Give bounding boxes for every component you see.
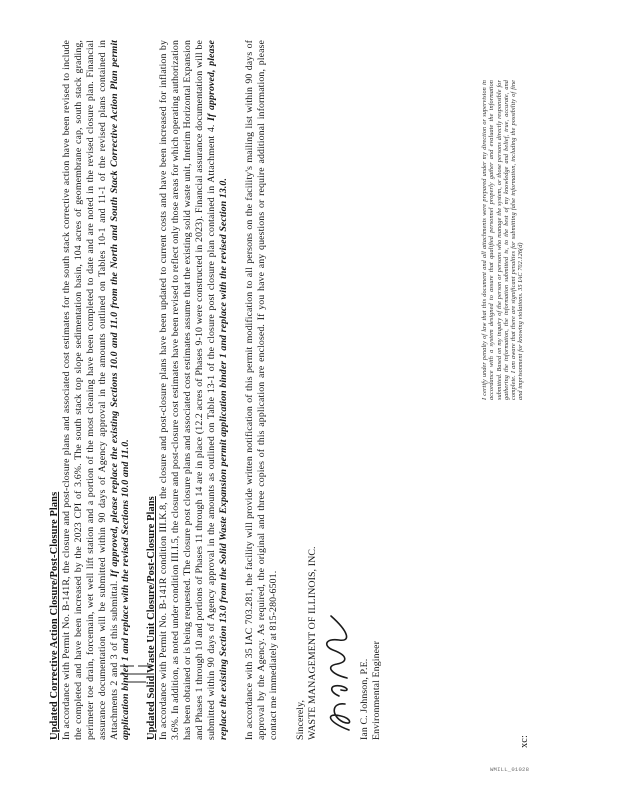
certification-footnote: I certify under penalty of law that this document and all attachments were prepared under my direction or supervision in accordance with a system designed to assure that qualified personnel properly gather and evaluate the information submitted. Based on my inquiry of the person or persons who manage the system, or those persons directly responsible for gathering the information, the information submitted is, to the best of my knowledge and belief, true, accurate, and complete. I am aware that there are significant penalties for submitting false information, including the possibility of fine and imprisonment for knowing violations. 35 IAC 702.126(d) [481, 80, 525, 400]
closing-salutation: Sincerely, [295, 699, 307, 740]
section-heading-corrective-action: Updated Corrective Action Closure/Post-Closure Plans [49, 491, 60, 740]
section-body-notification: In accordance with 35 IAC 703.281, the facility will provide written notification of this permit modification to all persons on the facility's mailing list within 90 days of approval by the Agency. As required, the original and three copies of this application are enclosed. If you have any questions or require additional information, please contact me immediately at 815-280-6501. [243, 40, 279, 740]
closing-company: WASTE MANAGEMENT OF ILLINOIS, INC. [307, 546, 319, 740]
xc-label: xc: [519, 735, 530, 748]
section-notification [244, 40, 280, 740]
margin-marks [118, 660, 158, 688]
handwritten-signature [319, 606, 359, 736]
closing-block [295, 40, 383, 740]
section-text-corrective-action: In accordance with Permit No. B-141R, the closure and post-closure plans and associated cost estimates for the south stack corrective action have been revised to include the completed and have been increased by the 2023 CPI of 3.6%. The south stack top slope sedimentation basin, 104 acres of geomembrane cap, south stack grading, perimeter toe drain, forcemain, wet well lift station and a portion of the most cleaning have been completed to date and are noted in the revised closure plan. Financial assurance documentation will be submitted within 90 days of Agency approval in the amounts outlined on Tables 10-1 and 11-1 of the revised plans contained in Attachments 2 and 3 of this submittal. [60, 40, 120, 740]
section-emphasis-solid-waste: If approved, please replace the existing Section 13.0 from the Solid Waste Expansion permit application binder 1 and replace with the revised Section 13.0. [205, 40, 229, 740]
section-text-solid-waste: In accordance with Permit No. B-141R condition III.K.8, the closure and post-closure plans have been updated to current costs and have been increased for inflation by 3.6%. In addition, as noted under condition III.I.5, the closure and post-closure cost estimates have been revised to reflect only those areas for which operating authorization has been obtained or is being requested. The closure post closure plans and associated cost estimates assume that the existing solid waste unit, Interim Horizontal Expansion and Phases 1 through 10 and portions of Phases 11 through 14 are in place (12.2 acres of Phases 9-10 were constructed in 2023). Financial assurance documentation will be submitted within 90 days of Agency approval in the amounts as outlined on Table 13-1 of the closure post closure plan contained in Attachment 4. [158, 40, 217, 740]
section-emphasis-corrective-action: If approved, please replace the existing Sections 10.0 and 11.0 from the North and South Stack Corrective Action Plan permit application binder 1 and replace with the revised Sections 10.0 and 11.0. [108, 40, 132, 740]
section-heading-solid-waste: Updated Solid Waste Unit Closure/Post-Closure Plans [146, 496, 158, 740]
spacer [279, 40, 295, 770]
section-body-solid-waste [158, 40, 229, 740]
closing-title: Environmental Engineer [371, 641, 383, 740]
closing-name: Ian C. Johnson, P.E. [359, 658, 371, 740]
section-body-corrective-action [61, 40, 132, 740]
spacer [230, 40, 244, 770]
section-corrective-action [49, 40, 132, 740]
signature-area [319, 40, 359, 740]
section-solid-waste [146, 40, 229, 740]
bates-number: WMILL_01028 [490, 766, 530, 773]
